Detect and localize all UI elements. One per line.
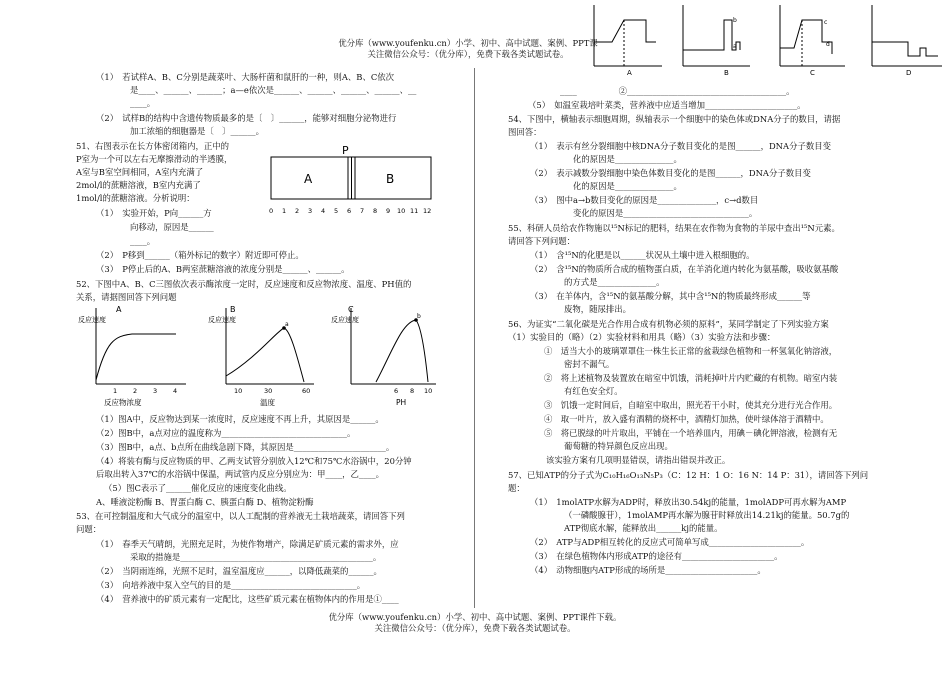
- q51-3-text: （3） P停止后的A、B两室蔗糖溶液的浓度分别是______、______。: [96, 264, 350, 274]
- chart-a-xlabel: 反应物浓度: [104, 398, 142, 407]
- q55-2-text-2: 的方式是______________。: [564, 277, 665, 287]
- scale-tick-4: 4: [321, 207, 326, 215]
- q56-text-2: （1）实验目的（略）（2）实验材料和用具（略）（3）实验方法和步骤：: [508, 332, 776, 342]
- chart-c-xlabel: PH: [396, 398, 407, 407]
- partition-label: P: [342, 144, 349, 157]
- scale-tick-10: 10: [397, 207, 406, 215]
- scale-tick-5: 5: [334, 207, 339, 215]
- chart-c-ylabel: 反应速度: [331, 316, 359, 324]
- chart-a-tick: 2: [133, 387, 138, 395]
- q52-1-text: （1）图A中，反应物达到某一浓度时，反应速度不再上升，其原因是______。: [96, 414, 384, 424]
- chart-a-tick: 1: [113, 387, 118, 395]
- q54-3-text-2: 变化的原因是______________________________。: [573, 208, 758, 218]
- chart-b-tick: 60: [302, 387, 311, 395]
- q51-text-2: P室为一个可以左右无摩擦滑动的半透膜，: [76, 154, 233, 164]
- chart-b-xlabel: 温度: [260, 398, 275, 407]
- q54-2-text-2: 化的原因是______________。: [573, 181, 682, 191]
- q56-step-5-cont: 葡萄糖的特异颜色反应出现。: [564, 441, 673, 451]
- q52-4-text: （4）将装有酶与反应物质的甲、乙两支试管分别放入12℃和75℃水浴锅中，20分钟: [96, 456, 412, 466]
- chamber-b-label: B: [386, 172, 395, 186]
- q52-3-text: （3）图B中，a点、b点所在曲线急剧下降，其原因是______________________。: [96, 442, 395, 452]
- q55-2-text: （2） 含¹⁵N的物质所合成的植物蛋白质，在羊消化道内转化为氨基酸，吸收氨基酸: [530, 264, 839, 274]
- scale-tick-11: 11: [410, 207, 419, 215]
- q53-3-text: （3） 向培养液中泵入空气的目的是______________________________。: [96, 580, 366, 590]
- scale-tick-8: 8: [373, 207, 378, 215]
- q55-3-text-2: 废物，随尿排出。: [564, 304, 631, 314]
- q51-1-text-2: 向移动，原因是______: [130, 222, 214, 232]
- q57-1-text: （1） 1molATP水解为ADP时，释放出30.54kj的能量，1molADP可再水解为AMP: [530, 497, 847, 507]
- scale-tick-12: 12: [423, 207, 432, 215]
- q51-text-5: 1mol/l的蔗糖溶液。分析说明：: [76, 193, 195, 203]
- q55-text-2: 请回答下列问题：: [508, 236, 575, 246]
- cell-cycle-graphs: [590, 2, 945, 82]
- q54-3-text: （3） 图中a→b数目变化的原因是______________，c→d数目: [530, 195, 759, 205]
- q57-3-text: （3） 在绿色植物体内形成ATP的途径有______________________。: [530, 551, 783, 561]
- graph-point-d: d: [826, 41, 830, 48]
- chart-a-title: A: [116, 305, 122, 314]
- q57-text-2: 题：: [508, 483, 525, 493]
- q56-instruction: 该实验方案有几项明显错误，请指出错误并改正。: [546, 455, 731, 465]
- q50-1-text-2: 是____、______、______；a—e依次是______、______、______、______、__: [130, 85, 417, 95]
- chart-b-tick: 30: [264, 387, 273, 395]
- graph-point-a: a: [733, 43, 737, 50]
- q56-step-4: ④ 取一叶片，放入盛有酒精的烧杯中，酒精灯加热，使叶绿体溶于酒精中。: [544, 414, 829, 424]
- graph-label-d: D: [906, 69, 912, 77]
- q51-text-4: 2mol/l的蔗糖溶液，B室内充满了: [76, 180, 201, 190]
- q54-text-2: 图回答：: [508, 127, 542, 137]
- chart-b-title: B: [230, 305, 236, 314]
- q53-4-text: （4） 营养液中的矿质元素有一定配比，这些矿质元素在植物体内的作用是①____: [96, 594, 399, 604]
- q50-1-text: （1） 若试样A、B、C分别是蔬菜叶、大肠杆菌和鼠肝的一种，则A、B、C依次: [96, 72, 394, 82]
- scale-tick-3: 3: [308, 207, 313, 215]
- scale-tick-6: 6: [347, 207, 352, 215]
- q53-1-text-2: 采取的措施是______________________________________________。: [130, 552, 382, 562]
- chart-c-tick: 6: [394, 387, 399, 395]
- q53-text-1: 53、在可控制温度和大气成分的温室中，以人工配制的营养液无土栽培蔬菜，请回答下列: [76, 511, 405, 521]
- footer-line-1: 优分库（www.youfenku.cn）小学、初中、高中试题、案例、PPT课件下载。: [328, 612, 622, 622]
- q52-text-2: 关系，请据图回答下列问题: [76, 292, 177, 302]
- q54-text-1: 54、下图中，横轴表示细胞周期，纵轴表示一个细胞中的染色体或DNA分子的数目，请据: [508, 114, 841, 124]
- q51-1-text-3: ____。: [130, 236, 156, 246]
- q56-step-1: ① 适当大小的玻璃罩罩住一株生长正常的盆栽绿色植物和一杯氢氧化钠溶液，: [544, 346, 838, 356]
- chart-a-tick: 4: [173, 387, 178, 395]
- q52-5-options: A、唾液淀粉酶 B、胃蛋白酶 C、胰蛋白酶 D、植物淀粉酶: [96, 497, 314, 507]
- chart-b-point-a-label: a: [285, 321, 289, 328]
- q54-1-text-2: 化的原因是______________。: [573, 154, 682, 164]
- graph-label-b: B: [724, 69, 729, 77]
- chart-c-tick: 8: [410, 387, 415, 395]
- chamber-a-label: A: [304, 172, 313, 186]
- graph-point-b: b: [733, 17, 737, 24]
- q53-4-text-cont: ____ ②______________________________________。: [560, 86, 795, 96]
- q50-2-text: （2） 试样B的结构中含遗传物质最多的是〔 〕______，能够对细胞分泌物进行: [96, 113, 397, 123]
- scale-tick-7: 7: [360, 207, 365, 215]
- q51-text-1: 51、右图表示在长方体密闭箱内，正中的: [76, 141, 230, 151]
- enzyme-charts: [76, 302, 448, 410]
- scale-tick-1: 1: [282, 207, 287, 215]
- chart-a-ylabel: 反应速度: [78, 316, 106, 324]
- membrane-box-figure: [262, 143, 447, 218]
- chart-b-tick: 10: [234, 387, 243, 395]
- q52-text-1: 52、下图中A、B、C三图依次表示酶浓度一定时，反应速度和反应物浓度、温度、PH值的: [76, 279, 412, 289]
- q51-1-text: （1） 实验开始，P向______方: [96, 208, 212, 218]
- q57-1-text-3: ATP彻底水解，能释放出______kj的能量。: [564, 523, 723, 533]
- scale-tick-2: 2: [295, 207, 300, 215]
- q55-text-1: 55、科研人员给农作物施以¹⁵N标记的肥料，结果在农作物为食物的羊尿中查出¹⁵N元素。: [508, 223, 840, 233]
- q57-text-1: 57、已知ATP的分子式为C₁₀H₁₆O₁₃N₅P₃（C：12 H：1 O：16 N：14 P：31），请回答下列问: [508, 470, 869, 480]
- q52-2-text: （2）图B中，a点对应的温度称为______________________________。: [96, 428, 356, 438]
- q50-1-text-3: ____。: [130, 98, 156, 108]
- q52-4-text-2: 后取出转入37℃的水浴锅中保温，两试管内反应分别应为：甲____，乙____。: [96, 469, 385, 479]
- footer-line-2: 关注微信公众号：（优分库），免费下载各类试题试卷。: [374, 623, 576, 633]
- q54-2-text: （2） 表示减数分裂细胞中染色体数目变化的是图______，DNA分子数目变: [530, 168, 811, 178]
- chart-c-title: C: [348, 305, 354, 314]
- q53-5-text: （5） 如温室栽培叶菜类，营养液中应适当增加______________________。: [528, 100, 806, 110]
- header-line-1: 优分库（www.youfenku.cn）小学、初中、高中试题、案例、PPT课: [338, 38, 598, 48]
- q51-text-3: A室与B室空间相同，A室内充满了: [76, 167, 204, 177]
- q56-step-3: ③ 饥饿一定时间后，自暗室中取出，照光若干小时，使其充分进行光合作用。: [544, 400, 838, 410]
- chart-c-point-b-label: b: [417, 313, 421, 320]
- chart-b-ylabel: 反应速度: [208, 316, 236, 324]
- chart-a-tick: 3: [153, 387, 158, 395]
- q56-step-5: ⑤ 将已脱绿的叶片取出，平铺在一个培养皿内，用碘－碘化钾溶液，检测有无: [544, 428, 838, 438]
- graph-point-c: c: [824, 19, 828, 26]
- q52-5-text: （5）图C表示了______催化反应的速度变化曲线。: [104, 483, 292, 493]
- chart-c-tick: 10: [424, 387, 433, 395]
- scale-tick-0: 0: [269, 207, 274, 215]
- graph-label-c: C: [810, 69, 815, 77]
- q57-1-text-2: （一磷酸腺苷），1molAMP再水解为腺苷时释放出14.21kj的能量。50.7g的: [564, 510, 850, 520]
- scale-tick-9: 9: [386, 207, 391, 215]
- q54-1-text: （1） 表示有丝分裂细胞中核DNA分子数目变化的是图______，DNA分子数目变: [530, 141, 831, 151]
- column-divider: [474, 68, 475, 608]
- graph-label-a: A: [627, 69, 632, 77]
- q57-4-text: （4） 动物细胞内ATP形成的场所是______________________。: [530, 565, 766, 575]
- q51-2-text: （2） P移到______（箱外标记的数字）附近即可停止。: [96, 250, 304, 260]
- q57-2-text: （2） ATP与ADP相互转化的反应式可简单写成______________________。: [530, 537, 810, 547]
- q55-3-text: （3） 在羊体内，含¹⁵N的氨基酸分解，其中含¹⁵N的物质最终形成______等: [530, 291, 811, 301]
- q53-text-2: 问题：: [76, 524, 102, 534]
- q53-1-text: （1） 春季天气晴朗，光照充足时，为使作物增产，除满足矿质元素的需求外，应: [96, 539, 399, 549]
- q53-2-text: （2） 当阴雨连绵，光照不足时，温室温度应______，以降低蔬菜的______。: [96, 566, 382, 576]
- q56-step-2: ② 将上述植物及装置放在暗室中饥饿，消耗掉叶片内贮藏的有机物。暗室内装: [544, 373, 838, 383]
- q56-text-1: 56、为证实“二氧化碳是光合作用合成有机物必须的原料”，某同学制定了下列实验方案: [508, 319, 829, 329]
- q50-2-text-2: 加工浓缩的细胞器是〔 〕______。: [130, 126, 264, 136]
- q56-step-2-cont: 有红色安全灯。: [564, 386, 623, 396]
- q56-step-1-cont: 密封不漏气。: [564, 359, 615, 369]
- q55-1-text: （1） 含¹⁵N的化肥是以______状况从土壤中进入根细胞的。: [530, 250, 755, 260]
- header-line-2: 关注微信公众号：（优分库），免费下载各类试题试卷。: [367, 49, 569, 59]
